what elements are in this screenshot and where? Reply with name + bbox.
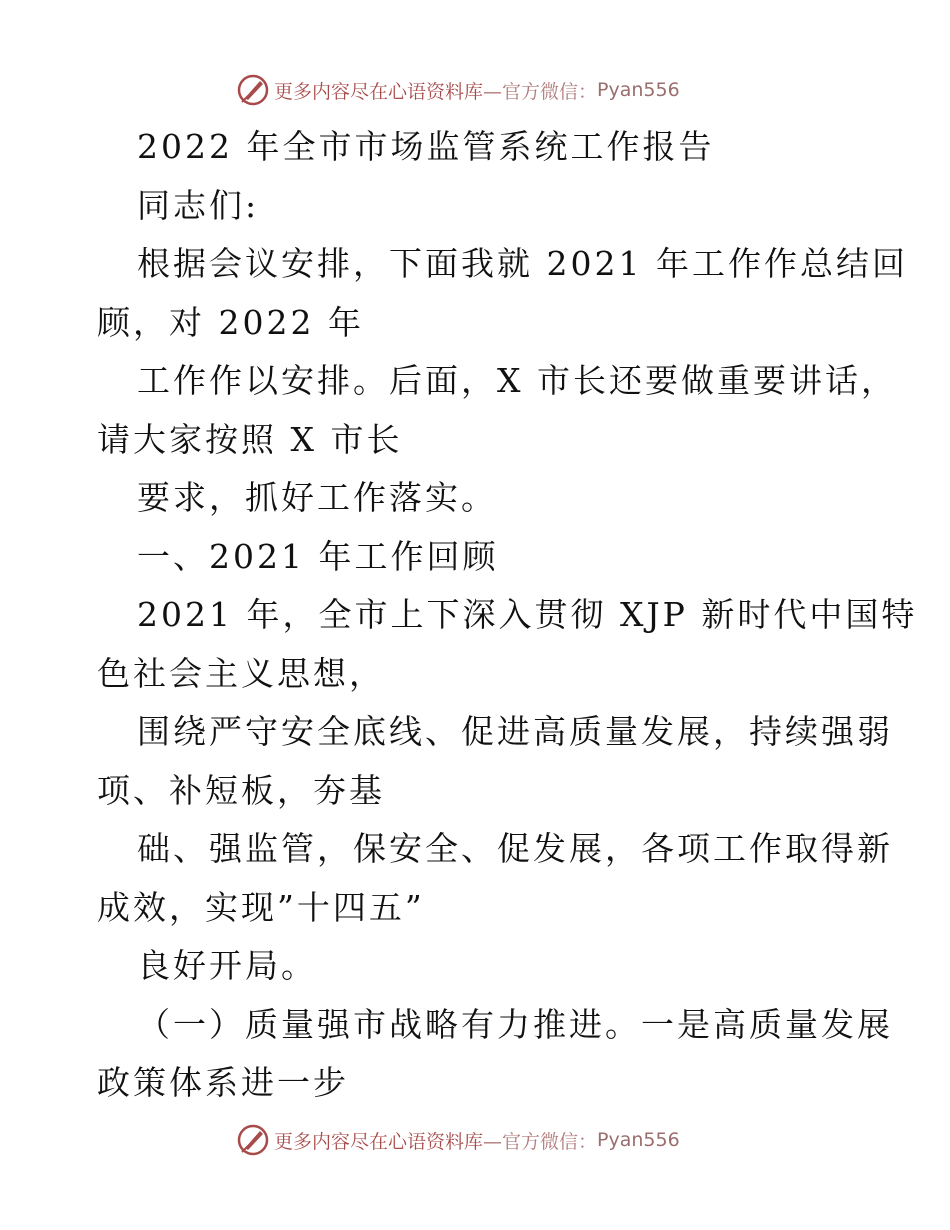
paragraph-line: 良好开局。 bbox=[137, 946, 317, 985]
section-heading: 一、2021 年工作回顾 bbox=[137, 537, 499, 576]
document-title: 2022 年全市市场监管系统工作报告 bbox=[137, 127, 715, 166]
paragraph-line: 础、强监管，保安全、促发展，各项工作取得新 bbox=[137, 829, 893, 868]
paragraph-line: 顾，对 2022 年 bbox=[97, 303, 364, 342]
watermark-header bbox=[236, 72, 680, 108]
subsection-heading: （一）质量强市战略有力推进。一是高质量发展 bbox=[137, 1005, 893, 1044]
paragraph-line: 根据会议安排，下面我就 2021 年工作作总结回 bbox=[137, 244, 908, 283]
watermark-text-wechat-id: Pyan556 bbox=[597, 1129, 680, 1151]
seal-feather-icon bbox=[236, 1123, 270, 1157]
watermark-text-wechat-id: Pyan556 bbox=[597, 79, 680, 101]
watermark-text-wechat-label: —官方微信： bbox=[483, 80, 598, 103]
paragraph-line: 要求，抓好工作落实。 bbox=[137, 478, 497, 517]
watermark-text-wechat-label: —官方微信： bbox=[483, 1130, 598, 1153]
paragraph-line: 工作作以安排。后面，X 市长还要做重要讲话， bbox=[137, 361, 897, 400]
salutation: 同志们: bbox=[137, 186, 260, 225]
paragraph-line: 请大家按照 X 市长 bbox=[97, 420, 403, 459]
paragraph-line: 项、补短板，夯基 bbox=[97, 771, 385, 810]
seal-feather-icon bbox=[236, 73, 270, 107]
paragraph-line: 2021 年，全市上下深入贯彻 XJP 新时代中国特 bbox=[137, 595, 918, 634]
paragraph-line: 色社会主义思想， bbox=[97, 654, 385, 693]
paragraph-line: 围绕严守安全底线、促进高质量发展，持续强弱 bbox=[137, 712, 893, 751]
watermark-text-main: 更多内容尽在心语资料库 bbox=[274, 80, 484, 103]
paragraph-line: 政策体系进一步 bbox=[97, 1063, 349, 1102]
paragraph-line: 成效，实现”十四五” bbox=[97, 888, 425, 927]
watermark-footer bbox=[236, 1122, 680, 1158]
watermark-text-main: 更多内容尽在心语资料库 bbox=[274, 1130, 484, 1153]
